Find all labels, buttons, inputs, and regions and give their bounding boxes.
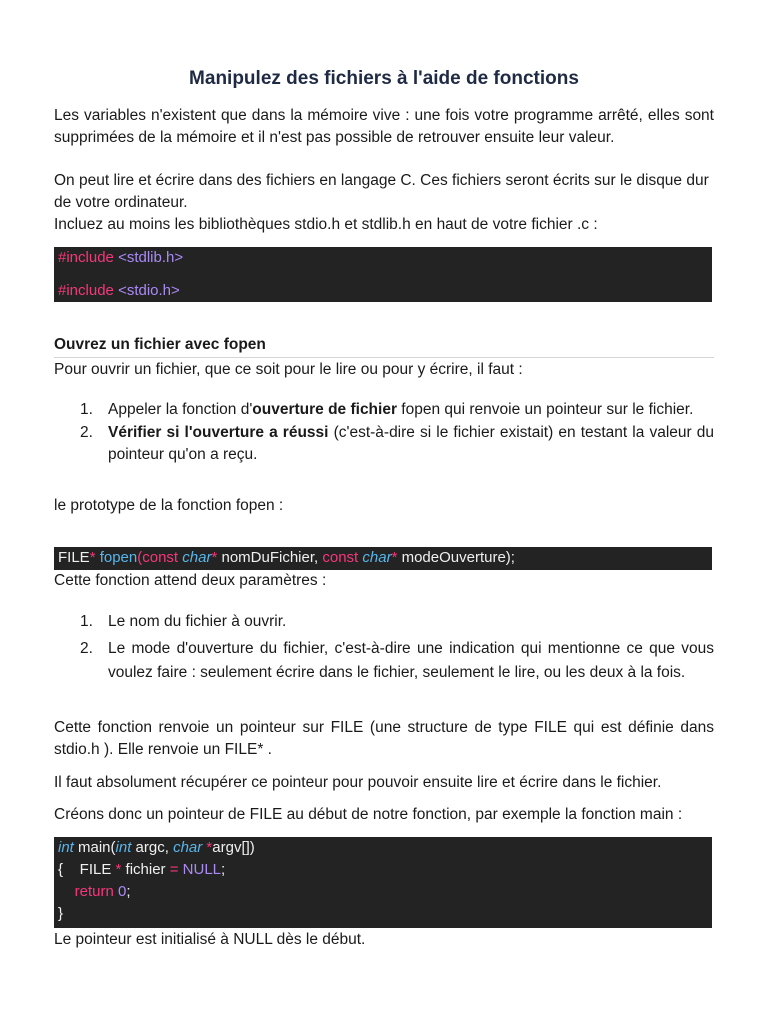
code-line — [58, 837, 712, 859]
code-token: * — [211, 549, 218, 566]
list-item — [54, 637, 714, 684]
code-token: const — [322, 549, 359, 566]
params-paragraph: Cette fonction attend deux paramètres : — [54, 572, 327, 589]
list-text: Le mode d'ouverture du fichier, c'est-à-dire une indication qui mentionne ce que vous voulez faire : seulement écrire dans le fichier, seulement le lire, ou les deux à la fois. — [108, 640, 714, 681]
list-number: 2. — [80, 424, 93, 441]
code-token: argv[]) — [212, 839, 255, 856]
steps-list — [54, 399, 714, 466]
code-token: nomDuFichier, — [217, 549, 323, 566]
create-pointer-paragraph: Créons donc un pointeur de FILE au début de notre fonction, par exemple la fonction main : — [54, 806, 683, 823]
code-token: fichier — [121, 861, 170, 878]
code-token: = — [169, 861, 179, 878]
code-keyword: #include — [58, 249, 114, 266]
code-line — [58, 859, 712, 881]
code-line — [58, 903, 712, 925]
code-token: * — [202, 839, 213, 856]
open-file-paragraph: Pour ouvrir un fichier, que ce soit pour le lire ou pour y écrire, il faut : — [54, 361, 523, 378]
code-token: NULL — [178, 861, 222, 878]
code-token: * — [89, 549, 96, 566]
params-list — [54, 611, 714, 684]
code-library: <stdlib.h> — [118, 249, 184, 266]
code-token: * — [391, 549, 398, 566]
init-paragraph: Le pointeur est initialisé à NULL dès le début. — [54, 931, 366, 948]
code-token: ; — [126, 883, 131, 900]
list-number: 1. — [80, 401, 93, 418]
section-heading: Ouvrez un fichier avec fopen — [54, 336, 714, 358]
code-token: char — [173, 839, 203, 856]
code-token: * — [115, 861, 122, 878]
code-token: return — [74, 883, 114, 900]
list-item — [54, 611, 714, 633]
code-block-prototype — [54, 547, 712, 570]
code-token: FILE — [58, 549, 90, 566]
list-text: fopen qui renvoie un pointeur sur le fichier. — [397, 401, 694, 418]
code-token: 0 — [113, 883, 127, 900]
code-line — [58, 881, 712, 903]
list-bold-text: Vérifier si l'ouverture a réussi — [108, 424, 329, 441]
return-paragraph: Cette fonction renvoie un pointeur sur FILE (une structure de type FILE qui est définie dans stdio.h ). Elle renvoie un FILE* . — [54, 719, 714, 758]
code-token: ( — [137, 549, 143, 566]
list-text: (c'est-à-dire si le fichier existait) en testant la valeur du pointeur qu'on a reçu. — [108, 424, 715, 463]
code-line — [58, 247, 712, 269]
code-token: ; — [221, 861, 226, 878]
code-token: } — [58, 905, 64, 922]
code-token: modeOuverture); — [397, 549, 515, 566]
files-paragraph — [54, 170, 714, 236]
code-line — [58, 280, 712, 302]
list-number: 2. — [80, 640, 93, 657]
files-paragraph-line1: On peut lire et écrire dans des fichiers en langage C. Ces fichiers seront écrits sur le disque dur de votre ordinateur. — [54, 172, 709, 211]
code-token: main( — [73, 839, 116, 856]
list-bold-text: ouverture de fichier — [252, 401, 397, 418]
code-token: int — [115, 839, 132, 856]
code-token: char — [358, 549, 392, 566]
code-block-main — [54, 837, 712, 928]
code-line — [58, 547, 712, 569]
list-number: 1. — [80, 613, 93, 630]
files-paragraph-line2: Incluez au moins les bibliothèques stdio.h et stdlib.h en haut de votre fichier .c : — [54, 216, 598, 233]
prototype-paragraph: le prototype de la fonction fopen : — [54, 497, 284, 514]
pointer-paragraph: Il faut absolument récupérer ce pointeur pour pouvoir ensuite lire et écrire dans le fichier. — [54, 774, 662, 791]
page-title: Manipulez des fichiers à l'aide de fonctions — [189, 68, 579, 89]
code-token: char — [178, 549, 212, 566]
list-text: Le nom du fichier à ouvrir. — [108, 613, 287, 630]
code-token: int — [58, 839, 74, 856]
code-token: fopen — [95, 549, 138, 566]
code-block-includes — [54, 247, 712, 302]
list-item — [54, 422, 714, 466]
code-token: { FILE — [58, 861, 116, 878]
code-library: <stdio.h> — [118, 282, 180, 299]
code-token — [58, 883, 75, 900]
code-keyword: #include — [58, 282, 114, 299]
intro-paragraph: Les variables n'existent que dans la mémoire vive : une fois votre programme arrêté, elles sont supprimées de la mémoire et il n'est pas possible de retrouver ensuite leur valeur. — [54, 107, 714, 146]
code-token: const — [142, 549, 179, 566]
list-text: Appeler la fonction d' — [108, 401, 253, 418]
code-token: argc, — [131, 839, 174, 856]
list-item — [54, 399, 714, 421]
